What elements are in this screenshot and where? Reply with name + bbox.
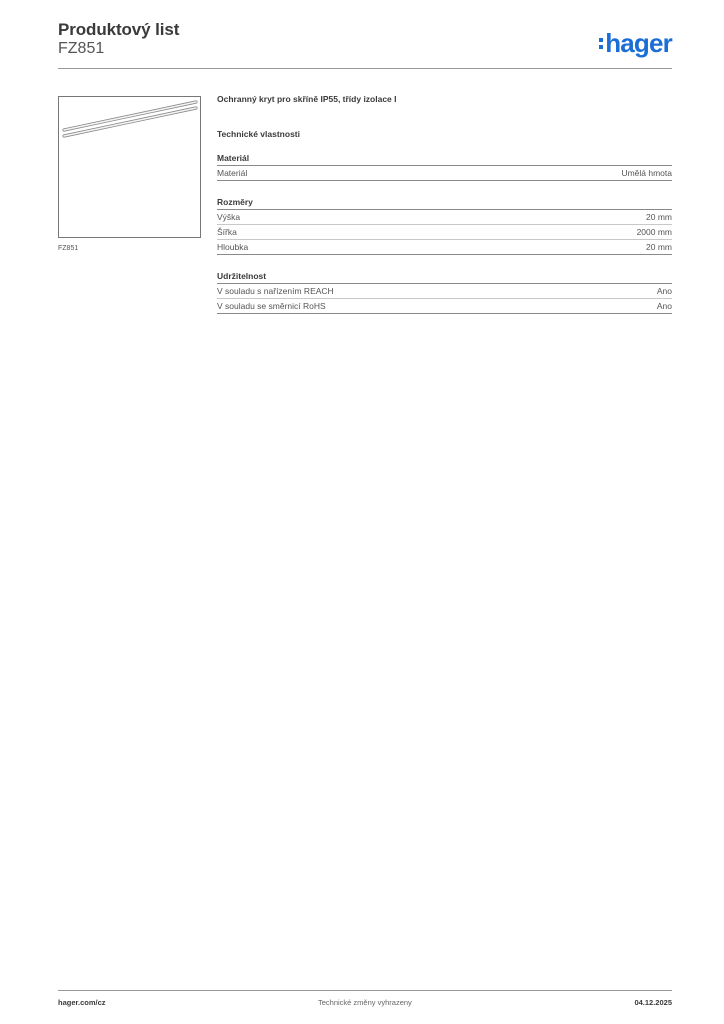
section-dimensions <box>217 197 672 255</box>
spec-value: 20 mm <box>646 212 672 222</box>
spec-row <box>217 166 672 181</box>
image-caption: FZ851 <box>58 245 79 252</box>
tech-heading: Technické vlastnosti <box>217 129 300 139</box>
spec-row <box>217 210 672 225</box>
spec-row <box>217 299 672 314</box>
section-title: Udržitelnost <box>217 271 672 284</box>
logo-text: hager <box>605 28 672 58</box>
header-divider <box>58 68 672 69</box>
spec-value: Ano <box>656 301 672 311</box>
product-image <box>58 96 201 238</box>
spec-label: V souladu se směrnicí RoHS <box>217 301 326 311</box>
spec-row <box>217 284 672 299</box>
spec-value: Ano <box>656 286 672 296</box>
spec-label: V souladu s nařízením REACH <box>217 286 334 296</box>
cover-strip-illustration <box>59 97 200 237</box>
product-description: Ochranný kryt pro skříně IP55, třídy izolace I <box>217 94 397 104</box>
spec-value: Umělá hmota <box>621 168 672 178</box>
spec-value: 20 mm <box>646 242 672 252</box>
spec-row <box>217 225 672 240</box>
footer-date: 04.12.2025 <box>634 998 672 1007</box>
spec-value: 2000 mm <box>636 227 672 237</box>
spec-label: Hloubka <box>217 242 249 252</box>
section-material <box>217 153 672 181</box>
section-title: Materiál <box>217 153 672 166</box>
product-details <box>217 94 672 314</box>
hager-logo <box>599 28 672 59</box>
footer-divider <box>58 990 672 991</box>
spec-label: Materiál <box>217 168 248 178</box>
product-code: FZ851 <box>58 40 105 57</box>
spec-label: Výška <box>217 212 241 222</box>
spec-row <box>217 240 672 255</box>
spec-label: Šířka <box>217 227 237 237</box>
page-title: Produktový list <box>58 20 180 39</box>
section-sustainability <box>217 271 672 314</box>
section-title: Rozměry <box>217 197 672 210</box>
footer-notice: Technické změny vyhrazeny <box>318 998 412 1007</box>
logo-dots-icon <box>599 38 603 49</box>
footer-website-link[interactable]: hager.com/cz <box>58 998 106 1007</box>
